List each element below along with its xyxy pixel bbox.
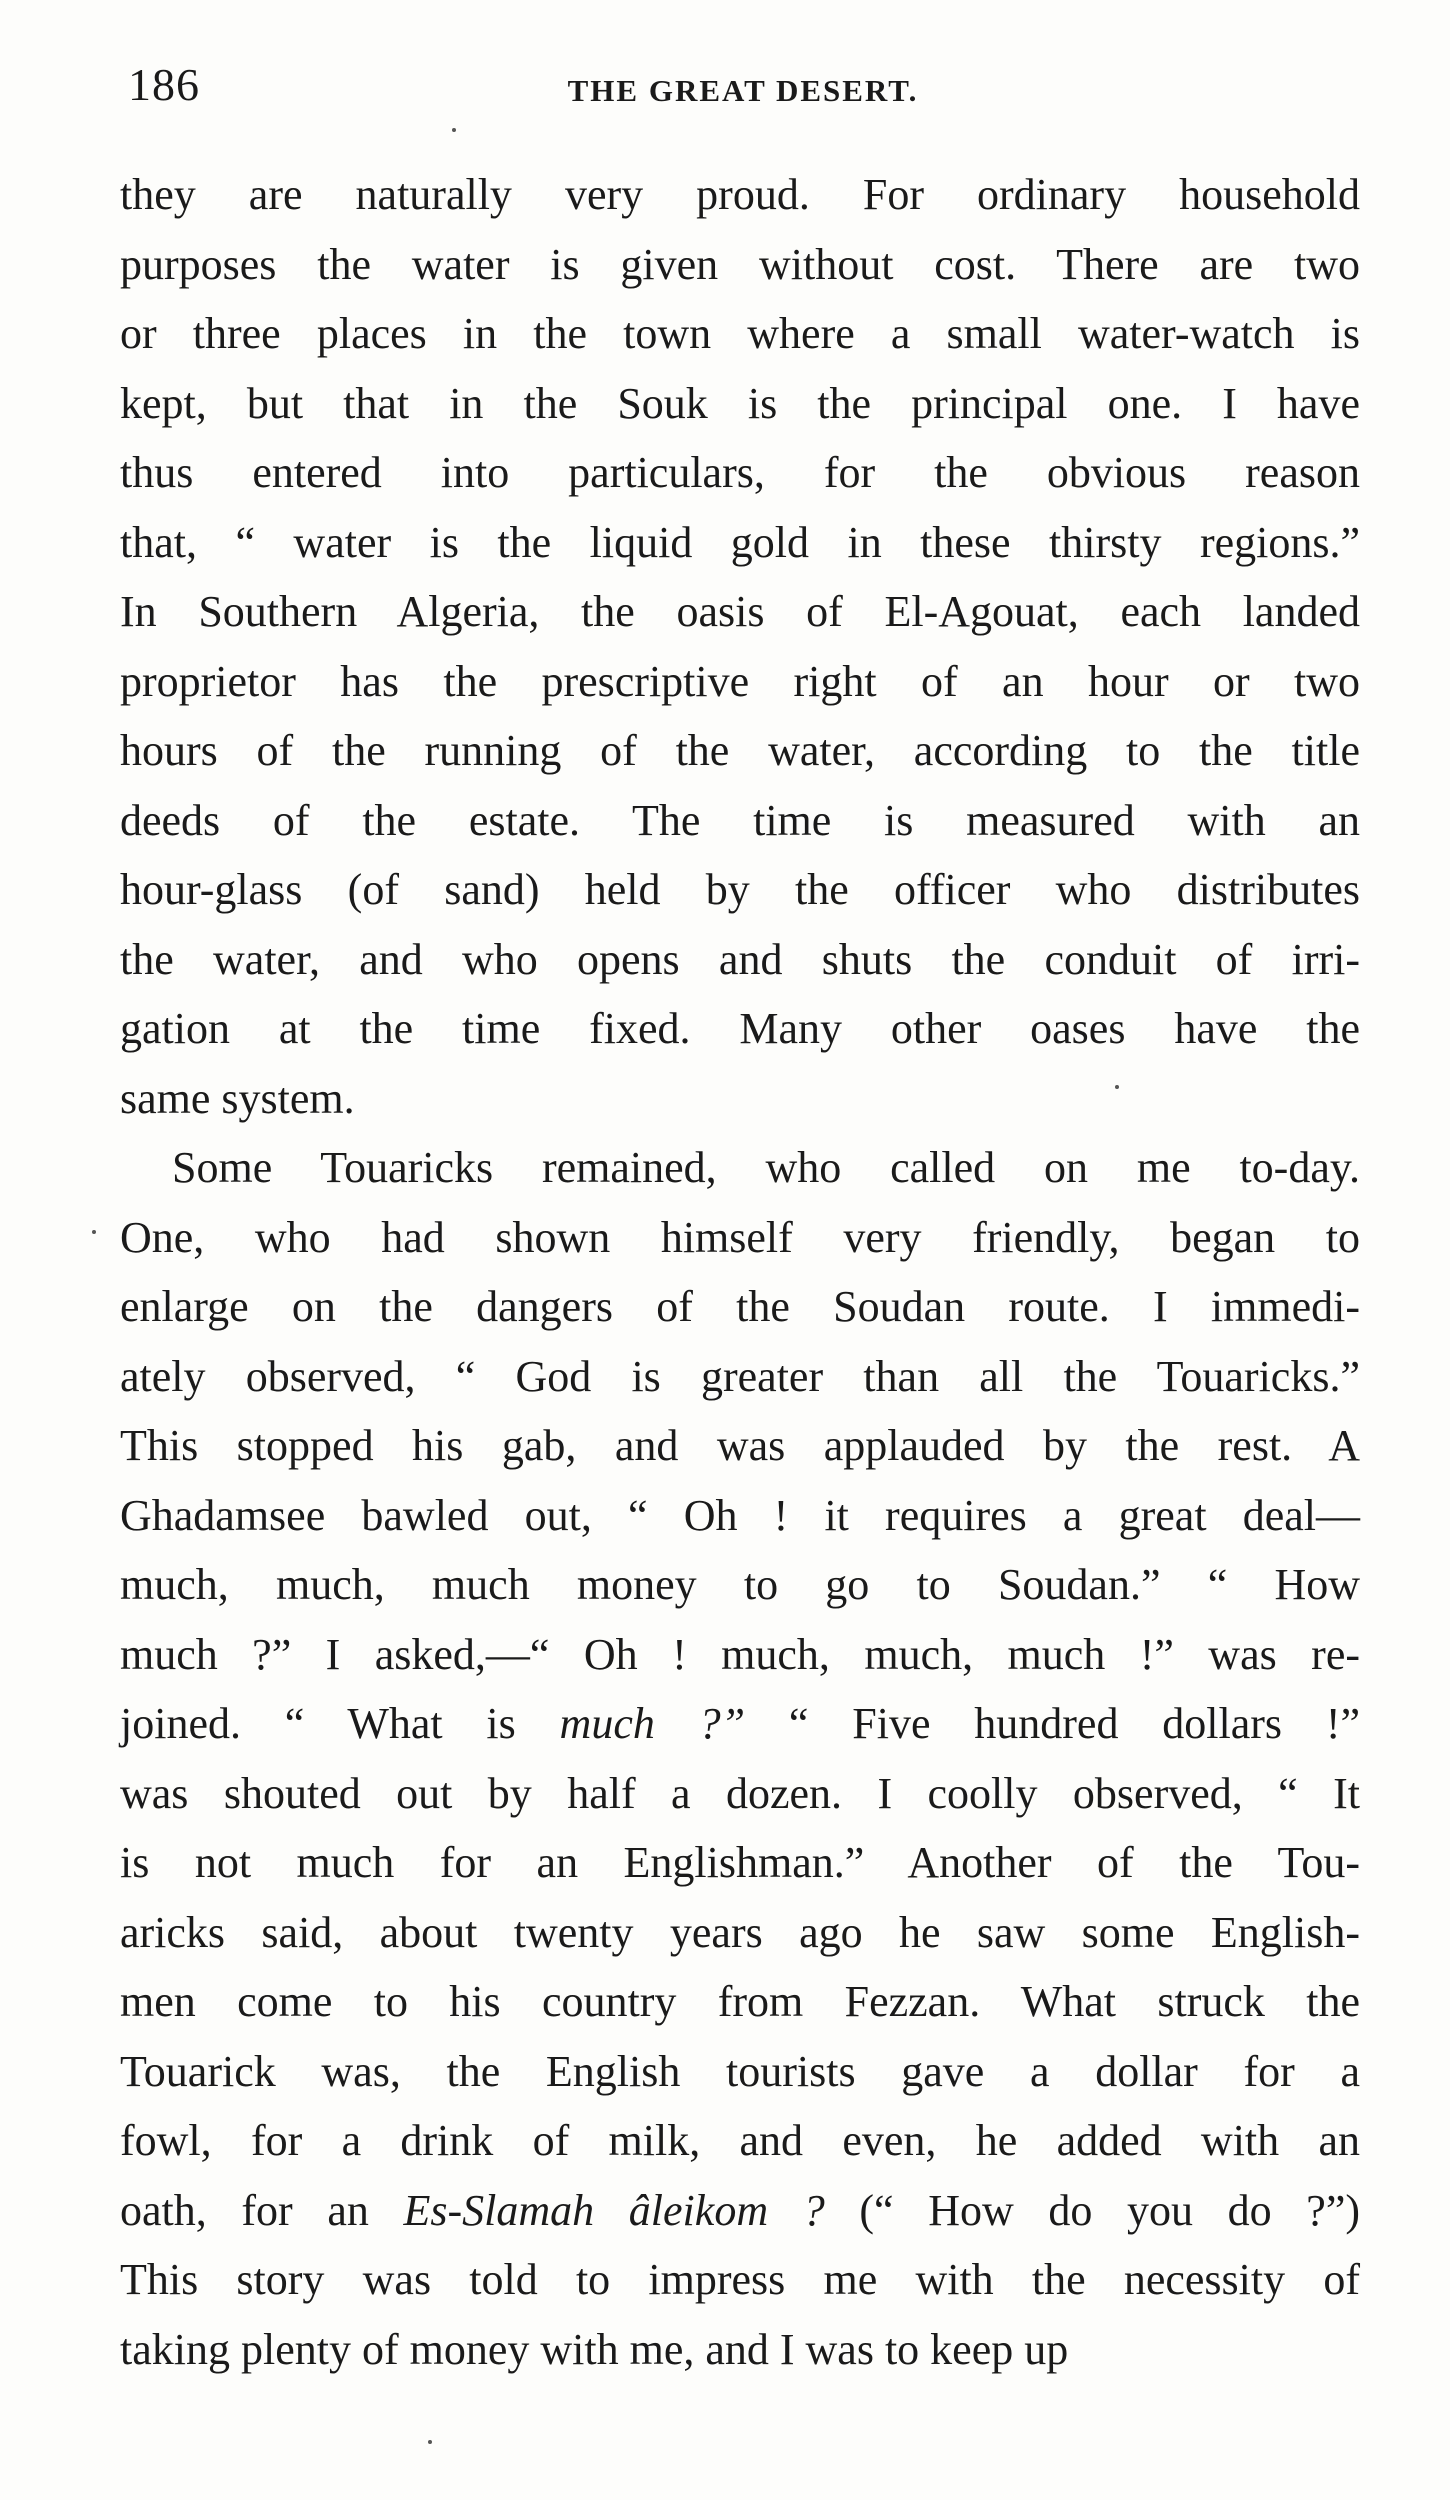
text-line: ately observed, “ God is greater than all the Touaricks.” [120,1351,1360,1401]
ink-speck [452,128,456,132]
body-text [120,160,1360,2384]
text-run: oath, for an [120,2185,404,2235]
text-line-mixed [120,1689,1360,1759]
text-line: hour-glass (of sand) held by the officer who distributes [120,865,1360,914]
text-line-mixed [120,2176,1360,2246]
text-line: This stopped his gab, and was applauded by the rest. A [120,1421,1360,1470]
running-title: THE GREAT DESERT. [567,73,919,108]
text-line: fowl, for a drink of milk, and even, he added with an [120,2116,1360,2165]
text-line: Touarick was, the English tourists gave a dollar for a [120,2046,1360,2096]
text-line: In Southern Algeria, the oasis of El-Agouat, each landed [120,587,1360,636]
text-line: aricks said, about twenty years ago he saw some English- [120,1907,1360,1957]
text-line: taking plenty of money with me, and I was to keep up [120,2324,1069,2374]
paragraph-1 [120,160,1360,1133]
text-line: kept, but that in the Souk is the principal one. I have [120,378,1360,428]
text-line: much ?” I asked,—“ Oh ! much, much, much !” was re- [120,1629,1360,1679]
text-line: men come to his country from Fezzan. What struck the [120,1977,1360,2026]
text-line: that, “ water is the liquid gold in these thirsty regions.” [120,517,1360,567]
ink-speck [428,2440,432,2444]
text-run: “ Five hundred dollars !” [745,1699,1360,1748]
text-run: joined. “ What is [120,1699,560,1748]
text-line: This story was told to impress me with the necessity of [120,2255,1360,2304]
text-line: they are naturally very proud. For ordinary household [120,170,1360,219]
text-run: (“ How do you do ?”) [824,2185,1361,2235]
text-line: or three places in the town where a small water-watch is [120,309,1360,358]
text-line: Ghadamsee bawled out, “ Oh ! it requires a great deal— [120,1490,1360,1540]
text-line: Some Touaricks remained, who called on me to-day. [172,1143,1360,1192]
text-line: thus entered into particulars, for the obvious reason [120,448,1360,497]
text-line: the water, and who opens and shuts the conduit of irri- [120,934,1360,984]
page-number: 186 [128,59,200,110]
text-line: same system. [120,1073,355,1123]
ink-speck [1115,1085,1119,1089]
running-head [128,50,1358,120]
text-line: gation at the time fixed. Many other oases have the [120,1004,1360,1053]
text-line: proprietor has the prescriptive right of an hour or two [120,656,1360,706]
text-line: One, who had shown himself very friendly, began to [120,1212,1360,1262]
text-line: is not much for an Englishman.” Another of the Tou- [120,1838,1360,1887]
text-line: purposes the water is given without cost. There are two [120,239,1360,289]
text-line: enlarge on the dangers of the Soudan route. I immedi- [120,1282,1360,1331]
italic-run: much ?” [559,1699,746,1748]
text-line: hours of the running of the water, according to the title [120,726,1360,775]
text-line: deeds of the estate. The time is measured with an [120,795,1360,845]
text-line: was shouted out by half a dozen. I coolly observed, “ It [120,1768,1360,1818]
ink-speck [92,1230,96,1234]
paragraph-2 [120,1133,1360,2384]
text-line: much, much, much money to go to Soudan.” “ How [120,1560,1360,1609]
italic-run: Es-Slamah âleikom ? [403,2185,825,2235]
